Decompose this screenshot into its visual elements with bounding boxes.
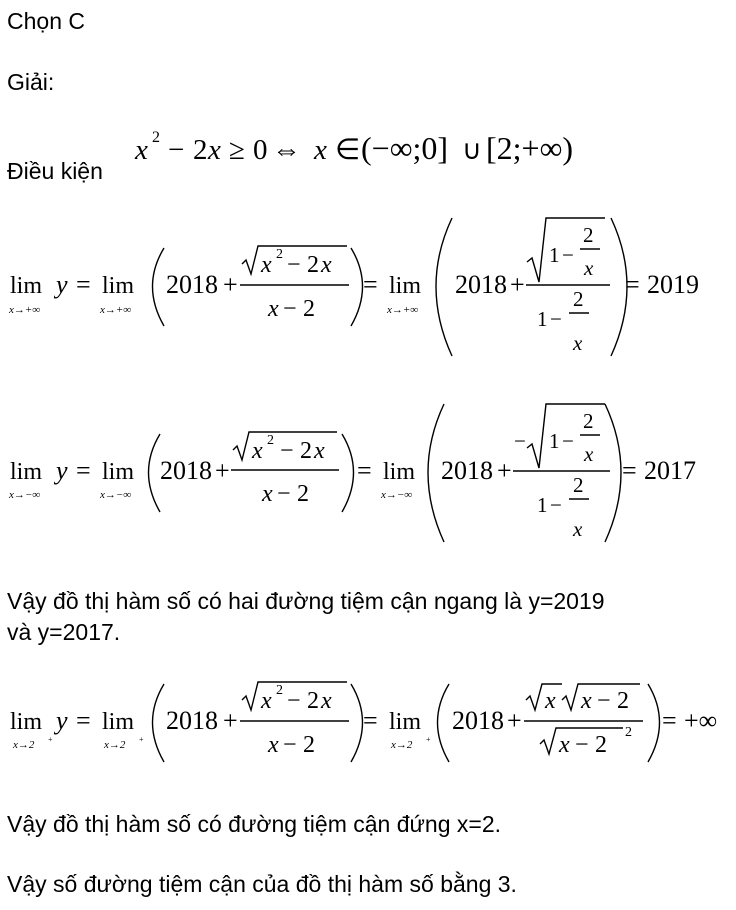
constant-term: 2018 — [166, 270, 218, 299]
limit-result: +∞ — [684, 706, 718, 735]
svg-text:2: 2 — [267, 433, 274, 448]
svg-text:+: + — [48, 735, 53, 744]
svg-text:=: = — [662, 706, 677, 735]
svg-text:2: 2 — [617, 688, 629, 714]
svg-text:1: 1 — [537, 493, 548, 517]
svg-text:−: − — [277, 481, 291, 507]
svg-text:=: = — [76, 270, 91, 299]
svg-text:x→+∞: x→+∞ — [100, 304, 132, 316]
vertical-asymptote-statement: Vậy đồ thị hàm số có đường tiệm cận đứng x=2. — [7, 811, 502, 837]
svg-text:x→+∞: x→+∞ — [387, 304, 419, 316]
svg-text:+: + — [215, 456, 230, 485]
svg-text:−: − — [283, 296, 297, 322]
svg-text:x: x — [321, 688, 332, 714]
svg-text:lim: lim — [102, 459, 135, 485]
svg-text:−: − — [514, 429, 526, 453]
svg-text:2: 2 — [303, 732, 315, 758]
limit-subscript: x→+∞ — [9, 304, 41, 316]
svg-text:x: x — [559, 732, 570, 758]
svg-text:−: − — [287, 252, 301, 278]
svg-text:2018: 2018 — [452, 706, 504, 735]
svg-text:+: + — [139, 735, 144, 744]
svg-text:+: + — [223, 270, 238, 299]
svg-text:y: y — [56, 706, 68, 735]
svg-text:2: 2 — [583, 223, 594, 247]
condition-formula — [134, 129, 573, 166]
svg-text:x→−∞: x→−∞ — [381, 489, 413, 501]
condition-label: Điều kiện — [7, 158, 103, 184]
svg-text:2: 2 — [307, 252, 319, 278]
svg-text:x: x — [208, 134, 221, 166]
svg-text:x: x — [321, 252, 332, 278]
svg-text:x: x — [584, 256, 594, 280]
limit-result: 2017 — [644, 456, 696, 485]
svg-text:∈: ∈ — [335, 134, 361, 166]
horizontal-asymptote-statement: Vậy đồ thị hàm số có hai đường tiệm cận ngang là y=2019 — [7, 588, 605, 614]
svg-text:−: − — [283, 732, 297, 758]
svg-text:2018: 2018 — [455, 270, 507, 299]
svg-text:+: + — [426, 735, 431, 744]
svg-text:lim: lim — [102, 273, 135, 299]
svg-text:2: 2 — [276, 247, 283, 262]
svg-text:2: 2 — [193, 134, 208, 166]
svg-text:−: − — [550, 307, 562, 331]
limit-subscript: x→2 — [13, 739, 35, 751]
svg-text:x: x — [573, 331, 583, 355]
constant-term: 2018 — [160, 456, 212, 485]
constant-term: 2018 — [166, 706, 218, 735]
svg-text:2: 2 — [307, 688, 319, 714]
limit-result: 2019 — [647, 270, 699, 299]
solution-label: Giải: — [7, 69, 55, 95]
svg-text:2: 2 — [595, 732, 607, 758]
svg-text:+: + — [223, 706, 238, 735]
svg-text:x: x — [261, 252, 272, 278]
svg-text:x: x — [545, 688, 556, 714]
svg-text:x: x — [581, 688, 592, 714]
svg-text:lim: lim — [389, 709, 422, 735]
svg-text:lim: lim — [10, 459, 43, 485]
conclusion-statement: Vậy số đường tiệm cận của đồ thị hàm số bằng 3. — [7, 871, 517, 897]
svg-text:=: = — [76, 456, 91, 485]
svg-text:−: − — [575, 732, 589, 758]
svg-text:lim: lim — [383, 459, 416, 485]
svg-text:x: x — [314, 134, 327, 166]
svg-text:2: 2 — [573, 287, 584, 311]
svg-text:+: + — [497, 456, 512, 485]
svg-text:lim: lim — [10, 709, 43, 735]
svg-text:−: − — [168, 134, 185, 166]
answer-choice: Chọn C — [7, 8, 85, 34]
svg-text:−: − — [550, 493, 562, 517]
svg-text:x→−∞: x→−∞ — [100, 489, 132, 501]
svg-text:lim: lim — [10, 273, 43, 299]
domain-interval-right: [2;+∞) — [486, 130, 574, 166]
svg-text:1: 1 — [549, 243, 560, 267]
svg-text:=: = — [357, 456, 372, 485]
svg-text:+: + — [510, 270, 525, 299]
svg-text:1: 1 — [549, 429, 560, 453]
svg-text:x: x — [252, 438, 263, 464]
svg-text:2: 2 — [276, 683, 283, 698]
svg-text:2: 2 — [300, 438, 312, 464]
svg-text:lim: lim — [389, 273, 422, 299]
svg-text:x: x — [261, 688, 272, 714]
svg-text:x→2: x→2 — [391, 739, 413, 751]
svg-text:y: y — [56, 270, 68, 299]
svg-text:+: + — [507, 706, 522, 735]
svg-text:x: x — [584, 442, 594, 466]
svg-text:∪: ∪ — [462, 135, 482, 165]
svg-text:−: − — [562, 243, 574, 267]
svg-text:x: x — [268, 296, 279, 322]
svg-text:−: − — [562, 429, 574, 453]
svg-text:x: x — [314, 438, 325, 464]
svg-text:x→2: x→2 — [104, 739, 126, 751]
limit-plus-infinity — [8, 218, 699, 356]
horizontal-asymptote-statement-cont: và y=2017. — [7, 619, 121, 645]
svg-text:2: 2 — [152, 129, 160, 146]
svg-text:−: − — [280, 438, 294, 464]
svg-text:2: 2 — [303, 296, 315, 322]
svg-text:=: = — [625, 270, 640, 299]
svg-text:=: = — [622, 456, 637, 485]
svg-text:=: = — [363, 270, 378, 299]
svg-text:lim: lim — [102, 709, 135, 735]
svg-text:=: = — [363, 706, 378, 735]
svg-text:2: 2 — [573, 473, 584, 497]
svg-text:≥: ≥ — [229, 134, 245, 166]
svg-text:y: y — [56, 456, 68, 485]
svg-text:x: x — [573, 517, 583, 541]
svg-text:x: x — [135, 134, 148, 166]
svg-text:=: = — [76, 706, 91, 735]
svg-text:2: 2 — [583, 409, 594, 433]
svg-text:2018: 2018 — [441, 456, 493, 485]
svg-text:−: − — [287, 688, 301, 714]
svg-text:x: x — [268, 732, 279, 758]
svg-text:x: x — [262, 481, 273, 507]
domain-interval-left: (−∞;0] — [361, 130, 449, 166]
limit-subscript: x→−∞ — [9, 489, 41, 501]
svg-text:2: 2 — [297, 481, 309, 507]
svg-text:1: 1 — [537, 307, 548, 331]
svg-text:0: 0 — [253, 134, 268, 166]
svg-text:2: 2 — [625, 725, 632, 740]
limit-minus-infinity — [8, 404, 696, 542]
limit-right-of-two — [10, 682, 717, 762]
svg-text:⇔: ⇔ — [272, 134, 301, 166]
svg-text:−: − — [597, 688, 611, 714]
